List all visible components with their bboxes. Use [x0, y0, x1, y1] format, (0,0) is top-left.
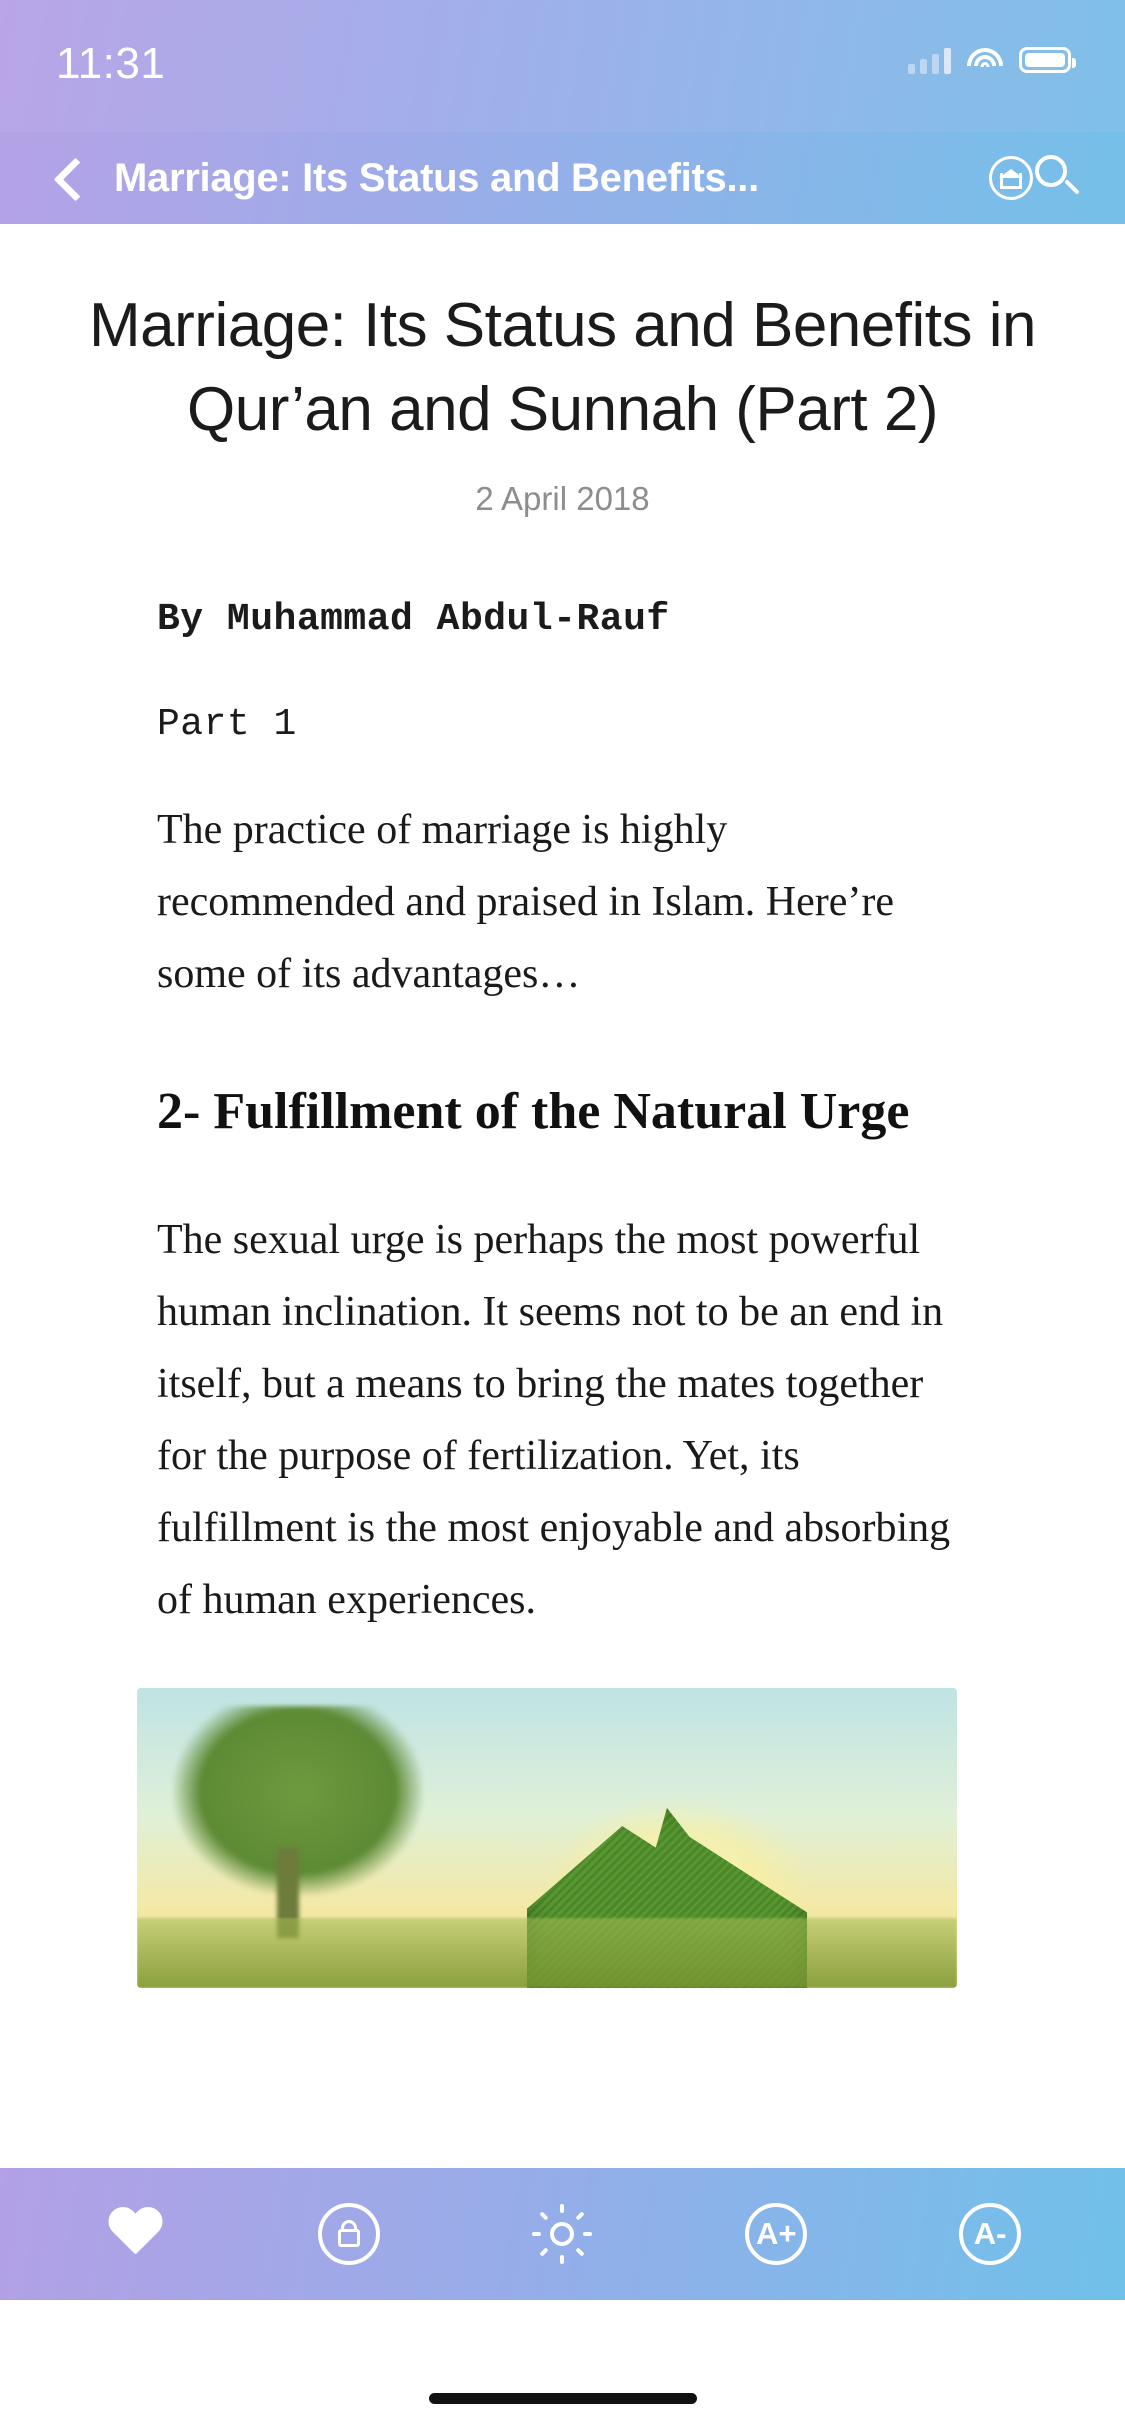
- home-icon[interactable]: [989, 156, 1033, 200]
- article-body: [0, 598, 1125, 1988]
- nav-title: Marriage: Its Status and Benefits...: [114, 155, 759, 200]
- page-title: Marriage: Its Status and Benefits in Qur’an and Sunnah (Part 2): [89, 291, 1036, 444]
- lock-button[interactable]: [279, 2179, 419, 2289]
- lock-icon: [318, 2203, 380, 2265]
- article-paragraph: The sexual urge is perhaps the most powerful human inclination. It seems not to be an end in itself, but a means to bring the mates together for the purpose of fertilization. Yet, its fulfillment is the most enjoyable and absorbing of human experiences.: [157, 1217, 951, 1623]
- status-indicators: [908, 38, 1071, 74]
- font-increase-icon: A+: [745, 2203, 807, 2265]
- brightness-icon: [528, 2200, 596, 2268]
- brightness-button[interactable]: [492, 2179, 632, 2289]
- increase-font-button[interactable]: [706, 2179, 846, 2289]
- article-content[interactable]: [0, 224, 1125, 2168]
- wifi-icon: [967, 46, 1003, 74]
- font-decrease-icon: A-: [959, 2203, 1021, 2265]
- image-ground: [137, 1918, 957, 1988]
- navigation-bar: [0, 132, 1125, 224]
- status-bar: [0, 0, 1125, 132]
- part-link[interactable]: Part 1: [157, 703, 297, 746]
- article-image: [137, 1688, 957, 1988]
- cellular-signal-icon: [908, 46, 951, 74]
- battery-icon: [1019, 47, 1071, 73]
- decrease-font-button[interactable]: [920, 2179, 1060, 2289]
- favorite-button[interactable]: [65, 2179, 205, 2289]
- article-section-heading: 2- Fulfillment of the Natural Urge: [157, 1083, 910, 1140]
- bottom-toolbar: [0, 2168, 1125, 2300]
- heart-icon: [107, 2208, 163, 2260]
- home-indicator[interactable]: [429, 2393, 697, 2404]
- back-chevron-icon[interactable]: [44, 152, 96, 204]
- search-icon[interactable]: [1029, 151, 1083, 205]
- article-byline: By Muhammad Abdul-Rauf: [157, 598, 670, 641]
- status-time: 11:31: [56, 39, 166, 88]
- article-date: 2 April 2018: [475, 480, 650, 517]
- home-bar-area: [0, 2300, 1125, 2436]
- nav-actions: [989, 151, 1083, 205]
- article-intro-paragraph: The practice of marriage is highly recommended and praised in Islam. Here’re some of its advantages…: [157, 807, 895, 997]
